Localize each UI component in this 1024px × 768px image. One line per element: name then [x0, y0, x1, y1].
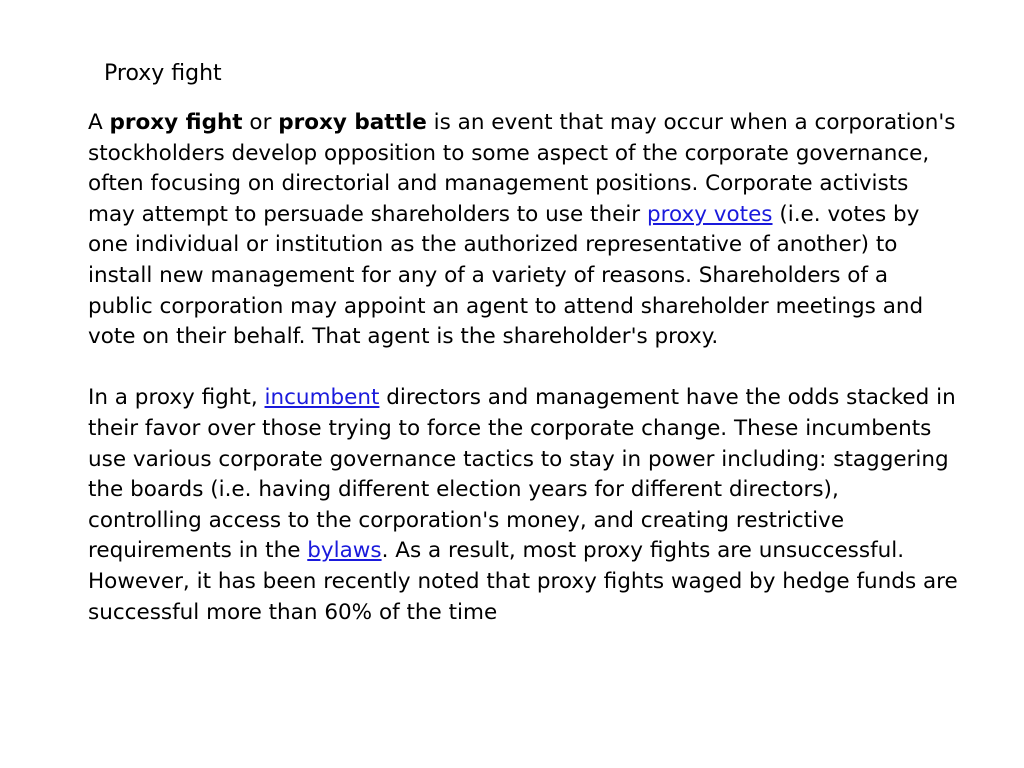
- paragraph-incumbents: [88, 383, 958, 628]
- term-proxy-battle: proxy battle: [278, 110, 427, 135]
- link-incumbent[interactable]: incumbent: [264, 385, 380, 411]
- link-proxy-votes[interactable]: proxy votes: [646, 201, 773, 227]
- paragraph-text: A: [88, 110, 110, 135]
- body-text: [88, 108, 958, 628]
- paragraph-text: is an event that may occur when a corporation's stockholders develop opposition to some aspect of the corporate governance, often focusing on directorial and management positions. Corporate activists may attempt to persuade shareholders to use their: [88, 110, 956, 227]
- paragraph-definition: [88, 108, 958, 353]
- paragraph-text: directors and management have the odds stacked in their favor over those trying to force the corporate change. These incumbents use various corporate governance tactics to stay in power including: staggering the boards (i.e. having different election years for different directors), controlling access to the corporation's money, and creating restrictive requirements in the: [88, 385, 956, 564]
- slide-title: Proxy fight: [104, 61, 222, 86]
- paragraph-text: or: [242, 110, 279, 135]
- paragraph-text: . As a result, most proxy fights are unsuccessful. However, it has been recently noted that proxy fights waged by hedge funds are successful more than 60% of the time: [88, 538, 958, 625]
- paragraph-text: In a proxy fight,: [88, 385, 265, 411]
- term-proxy-fight: proxy fight: [109, 110, 243, 135]
- paragraph-text: (i.e. votes by one individual or institution as the authorized representative of another) to install new management for any of a variety of reasons. Shareholders of a public corporation may appoint an agent to attend shareholder meetings and vote on their behalf. That agent is the shareholder's proxy.: [88, 201, 924, 350]
- link-bylaws[interactable]: bylaws: [307, 538, 382, 564]
